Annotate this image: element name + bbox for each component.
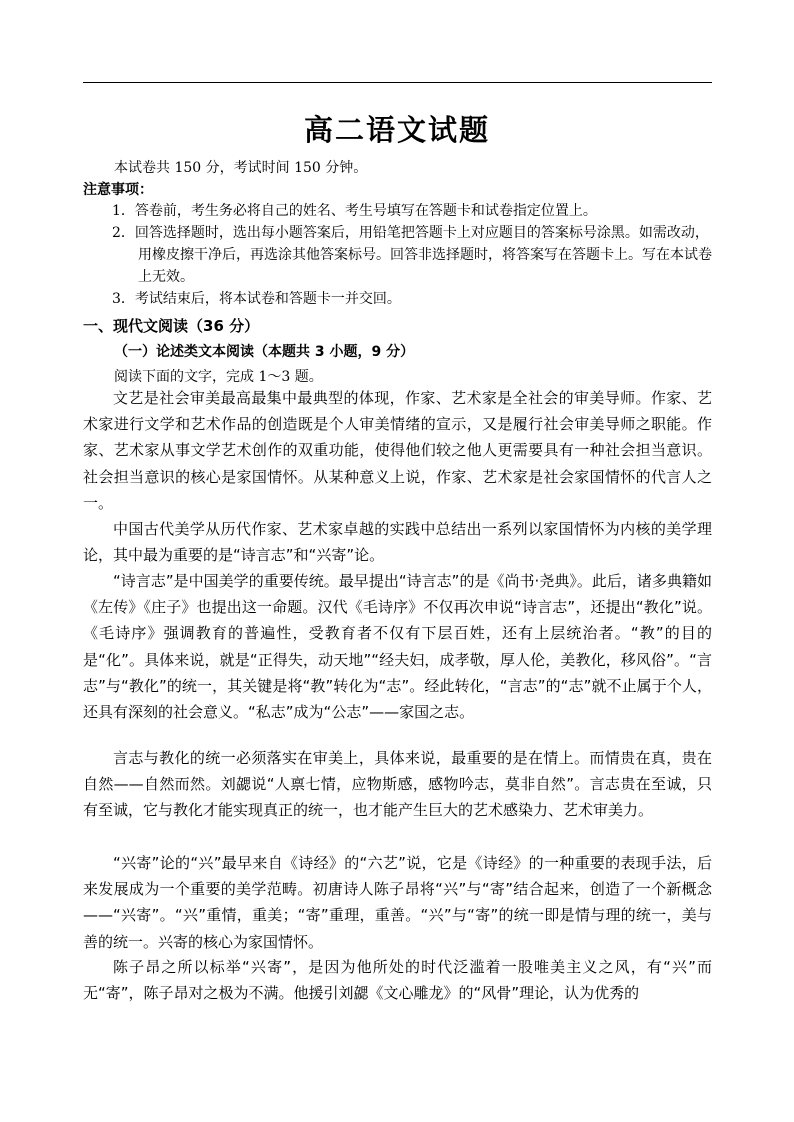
note-item: 3．考试结束后，将本试卷和答题卡一并交回。	[112, 291, 401, 307]
passage-paragraph: 文艺是社会审美最高最集中最典型的体现，作家、艺术家是全社会的审美导师。作家、艺术家进行文学和艺术作品的创造既是个人审美情绪的宣示，又是履行社会审美导师之职能。作家、艺术家从事文学艺术创作的双重功能，使得他们较之他人更需要具有一种社会担当意识。社会担当意识的核心是家国情怀。从某种意义上说，作家、艺术家是社会家国情怀的代言人之一。	[83, 389, 712, 512]
passage-paragraph: 陈子昂之所以标举“兴寄”，是因为他所处的时代泛滥着一股唯美主义之风，有“兴”而无“寄”，陈子昂对之极为不满。他援引刘勰《文心雕龙》的“风骨”理论，认为优秀的	[83, 958, 712, 1003]
header-rule	[83, 82, 712, 83]
reading-instruction: 阅读下面的文字，完成 1～3 题。	[114, 369, 323, 385]
note-item: 1．答卷前，考生务必将自己的姓名、考生号填写在答题卡和试卷指定位置上。	[112, 203, 597, 219]
sub-section-heading: （一）论述类文本阅读（本题共 3 小题，9 分）	[114, 344, 415, 360]
note-item: 2．回答选择题时，选出每小题答案后，用铅笔把答题卡上对应题目的答案标号涂黑。如需改动，用橡皮擦干净后，再选涂其他答案标号。回答非选择题时，将答案写在答题卡上。写在本试卷上无效。	[112, 225, 712, 285]
exam-intro: 本试卷共 150 分，考试时间 150 分钟。	[114, 160, 368, 176]
passage-paragraph: 中国古代美学从历代作家、艺术家卓越的实践中总结出一系列以家国情怀为内核的美学理论，其中最为重要的是“诗言志”和“兴寄”论。	[83, 520, 712, 565]
passage-paragraph: 言志与教化的统一必须落实在审美上，具体来说，最重要的是在情上。而情贵在真，贵在自然——自然而然。刘勰说“人禀七情，应物斯感，感物吟志，莫非自然”。言志贵在至诚，只有至诚，它与教化才能实现真正的统一，也才能产生巨大的艺术感染力、艺术审美力。	[83, 749, 712, 820]
passage-paragraph: “兴寄”论的“兴”最早来自《诗经》的“六艺”说，它是《诗经》的一种重要的表现手法，后来发展成为一个重要的美学范畴。初唐诗人陈子昂将“兴”与“寄”结合起来，创造了一个新概念——“兴寄”。“兴”重情，重美；“寄”重理，重善。“兴”与“寄”的统一即是情与理的统一，美与善的统一。兴寄的核心为家国情怀。	[83, 854, 712, 951]
notes-heading: 注意事项：	[83, 182, 153, 198]
exam-title: 高二语文试题	[303, 113, 490, 147]
passage-paragraph: “诗言志”是中国美学的重要传统。最早提出“诗言志”的是《尚书·尧典》。此后，诸多典籍如《左传》《庄子》也提出这一命题。汉代《毛诗序》不仅再次申说“诗言志”，还提出“教化”说。《毛诗序》强调教育的普遍性，受教育者不仅有下层百姓，还有上层统治者。“教”的目的是“化”。具体来说，就是“正得失，动天地”“经夫妇，成孝敬，厚人伦，美教化，移风俗”。“言志”与“教化”的统一，其关键是将“教”转化为“志”。经此转化，“言志”的“志”就不止属于个人，还具有深刻的社会意义。“私志”成为“公志”——家国之志。	[83, 572, 712, 722]
notes-list	[112, 200, 712, 310]
section-heading: 一、现代文阅读（36 分）	[83, 317, 260, 335]
